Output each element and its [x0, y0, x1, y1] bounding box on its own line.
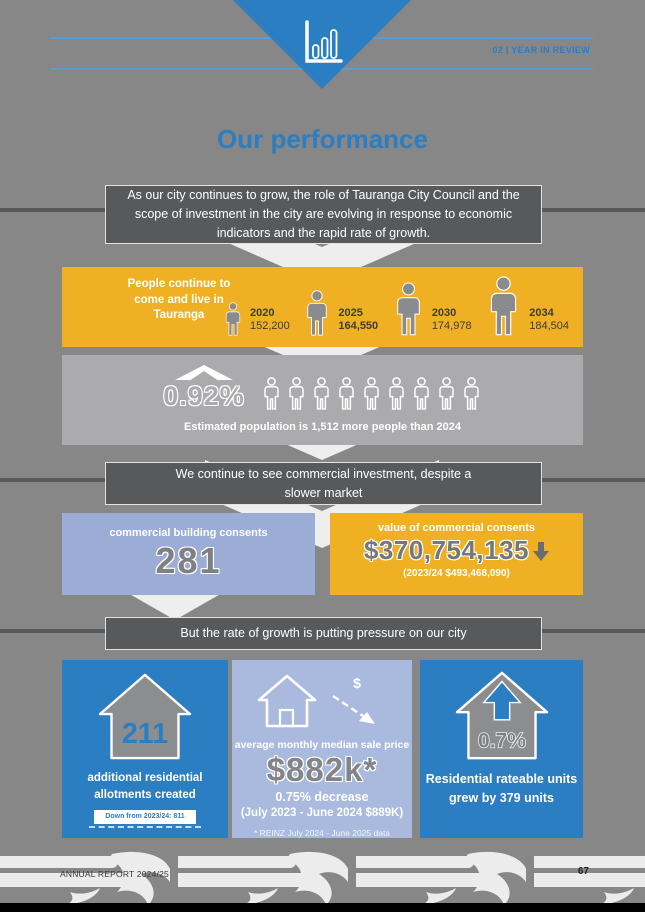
sale-price-value: $882k* — [266, 751, 378, 788]
sale-price-change: 0.75% decrease — [275, 790, 369, 804]
commercial-statement-box — [105, 462, 542, 505]
house-up-arrow-icon — [454, 670, 550, 762]
sale-price-label: average monthly median sale price — [234, 739, 410, 751]
allotments-ribbon: Down from 2023/24: 811 — [94, 810, 196, 824]
growth-box — [62, 355, 583, 445]
page-number: 67 — [577, 866, 589, 877]
milestone-2025 — [302, 290, 378, 336]
pressure-statement-text: But the rate of growth is putting pressure on our city — [180, 626, 467, 641]
milestone-year: 2030 — [431, 306, 457, 319]
person-icon — [336, 377, 357, 410]
house-price-trend-icon — [257, 670, 387, 732]
sale-price-footnote: * REINZ July 2024 - June 2025 data — [253, 828, 391, 838]
person-icon — [411, 377, 432, 410]
growth-percent: 0.92% — [163, 381, 245, 411]
page-title: Our performance — [217, 124, 428, 154]
person-icon — [261, 377, 282, 410]
person-icon — [391, 282, 426, 336]
dollar-icon: $ — [353, 675, 361, 691]
sale-price-box — [232, 660, 412, 838]
building-consents-value: 281 — [155, 540, 222, 581]
growth-caption: Estimated population is 1,512 more people than 2024 — [184, 421, 461, 433]
rateable-caption: Residential rateable units grew by 379 units — [425, 772, 578, 805]
person-icon — [311, 377, 332, 410]
milestone-year: 2034 — [529, 306, 554, 319]
person-icon — [484, 276, 523, 336]
sale-price-previous: (July 2023 - June 2024 $889K) — [240, 807, 404, 819]
koru-unit — [534, 848, 645, 905]
report-title: ANNUAL REPORT 2024/25 — [60, 869, 169, 879]
ribbon-dash-decoration — [89, 826, 201, 828]
milestone-2020 — [222, 302, 290, 336]
consents-value-label: value of commercial consents — [377, 522, 536, 534]
house-icon — [97, 672, 193, 760]
bar-chart-icon — [299, 20, 347, 73]
koru-unit — [356, 848, 526, 905]
pressure-statement-box — [105, 617, 542, 650]
milestone-population: 152,200 — [250, 320, 290, 333]
intro-statement-text: As our city continues to grow, the role of Tauranga City Council and the scope of investment in the city are evolving in response to economic indicators and the rapid rate of growth. — [127, 188, 520, 240]
intro-statement-box — [105, 185, 542, 244]
building-consents-label: commercial building consents — [109, 527, 268, 539]
rateable-units-box — [420, 660, 583, 838]
person-icon — [386, 377, 407, 410]
allotments-value: 211 — [121, 717, 169, 750]
population-milestones — [222, 275, 569, 336]
rateable-percent: 0.7% — [477, 729, 526, 753]
milestone-year: 2020 — [250, 306, 275, 319]
person-icon — [302, 290, 332, 336]
allotments-caption: additional residential allotments created — [87, 772, 203, 801]
milestone-population: 164,550 — [338, 320, 379, 333]
down-arrow-icon — [533, 542, 549, 561]
person-icon — [461, 377, 482, 410]
person-icon — [222, 302, 244, 336]
commercial-statement-text: We continue to see commercial investment, despite a slower market — [175, 466, 472, 500]
allotments-box — [62, 660, 228, 838]
consents-value-previous: (2023/24 $493,468,090) — [403, 568, 510, 579]
milestone-2030 — [391, 282, 472, 336]
population-tagline: People continue to come and live in Tauranga — [127, 278, 231, 322]
section-label: 02 | YEAR IN REVIEW — [492, 45, 590, 55]
milestone-year: 2025 — [338, 306, 363, 319]
consents-value-box — [330, 513, 583, 595]
koru-unit — [178, 848, 348, 905]
milestone-population: 174,978 — [431, 320, 472, 333]
person-icon — [361, 377, 382, 410]
up-arrow-icon — [175, 365, 233, 380]
building-consents-box — [62, 513, 315, 595]
milestone-population: 184,504 — [529, 320, 569, 333]
milestone-2034 — [484, 276, 569, 336]
population-box — [62, 267, 583, 347]
consents-value-amount: $370,754,135 — [330, 535, 583, 566]
people-icons-row — [261, 377, 482, 410]
person-icon — [436, 377, 457, 410]
person-icon — [286, 377, 307, 410]
bottom-bar — [0, 903, 645, 912]
